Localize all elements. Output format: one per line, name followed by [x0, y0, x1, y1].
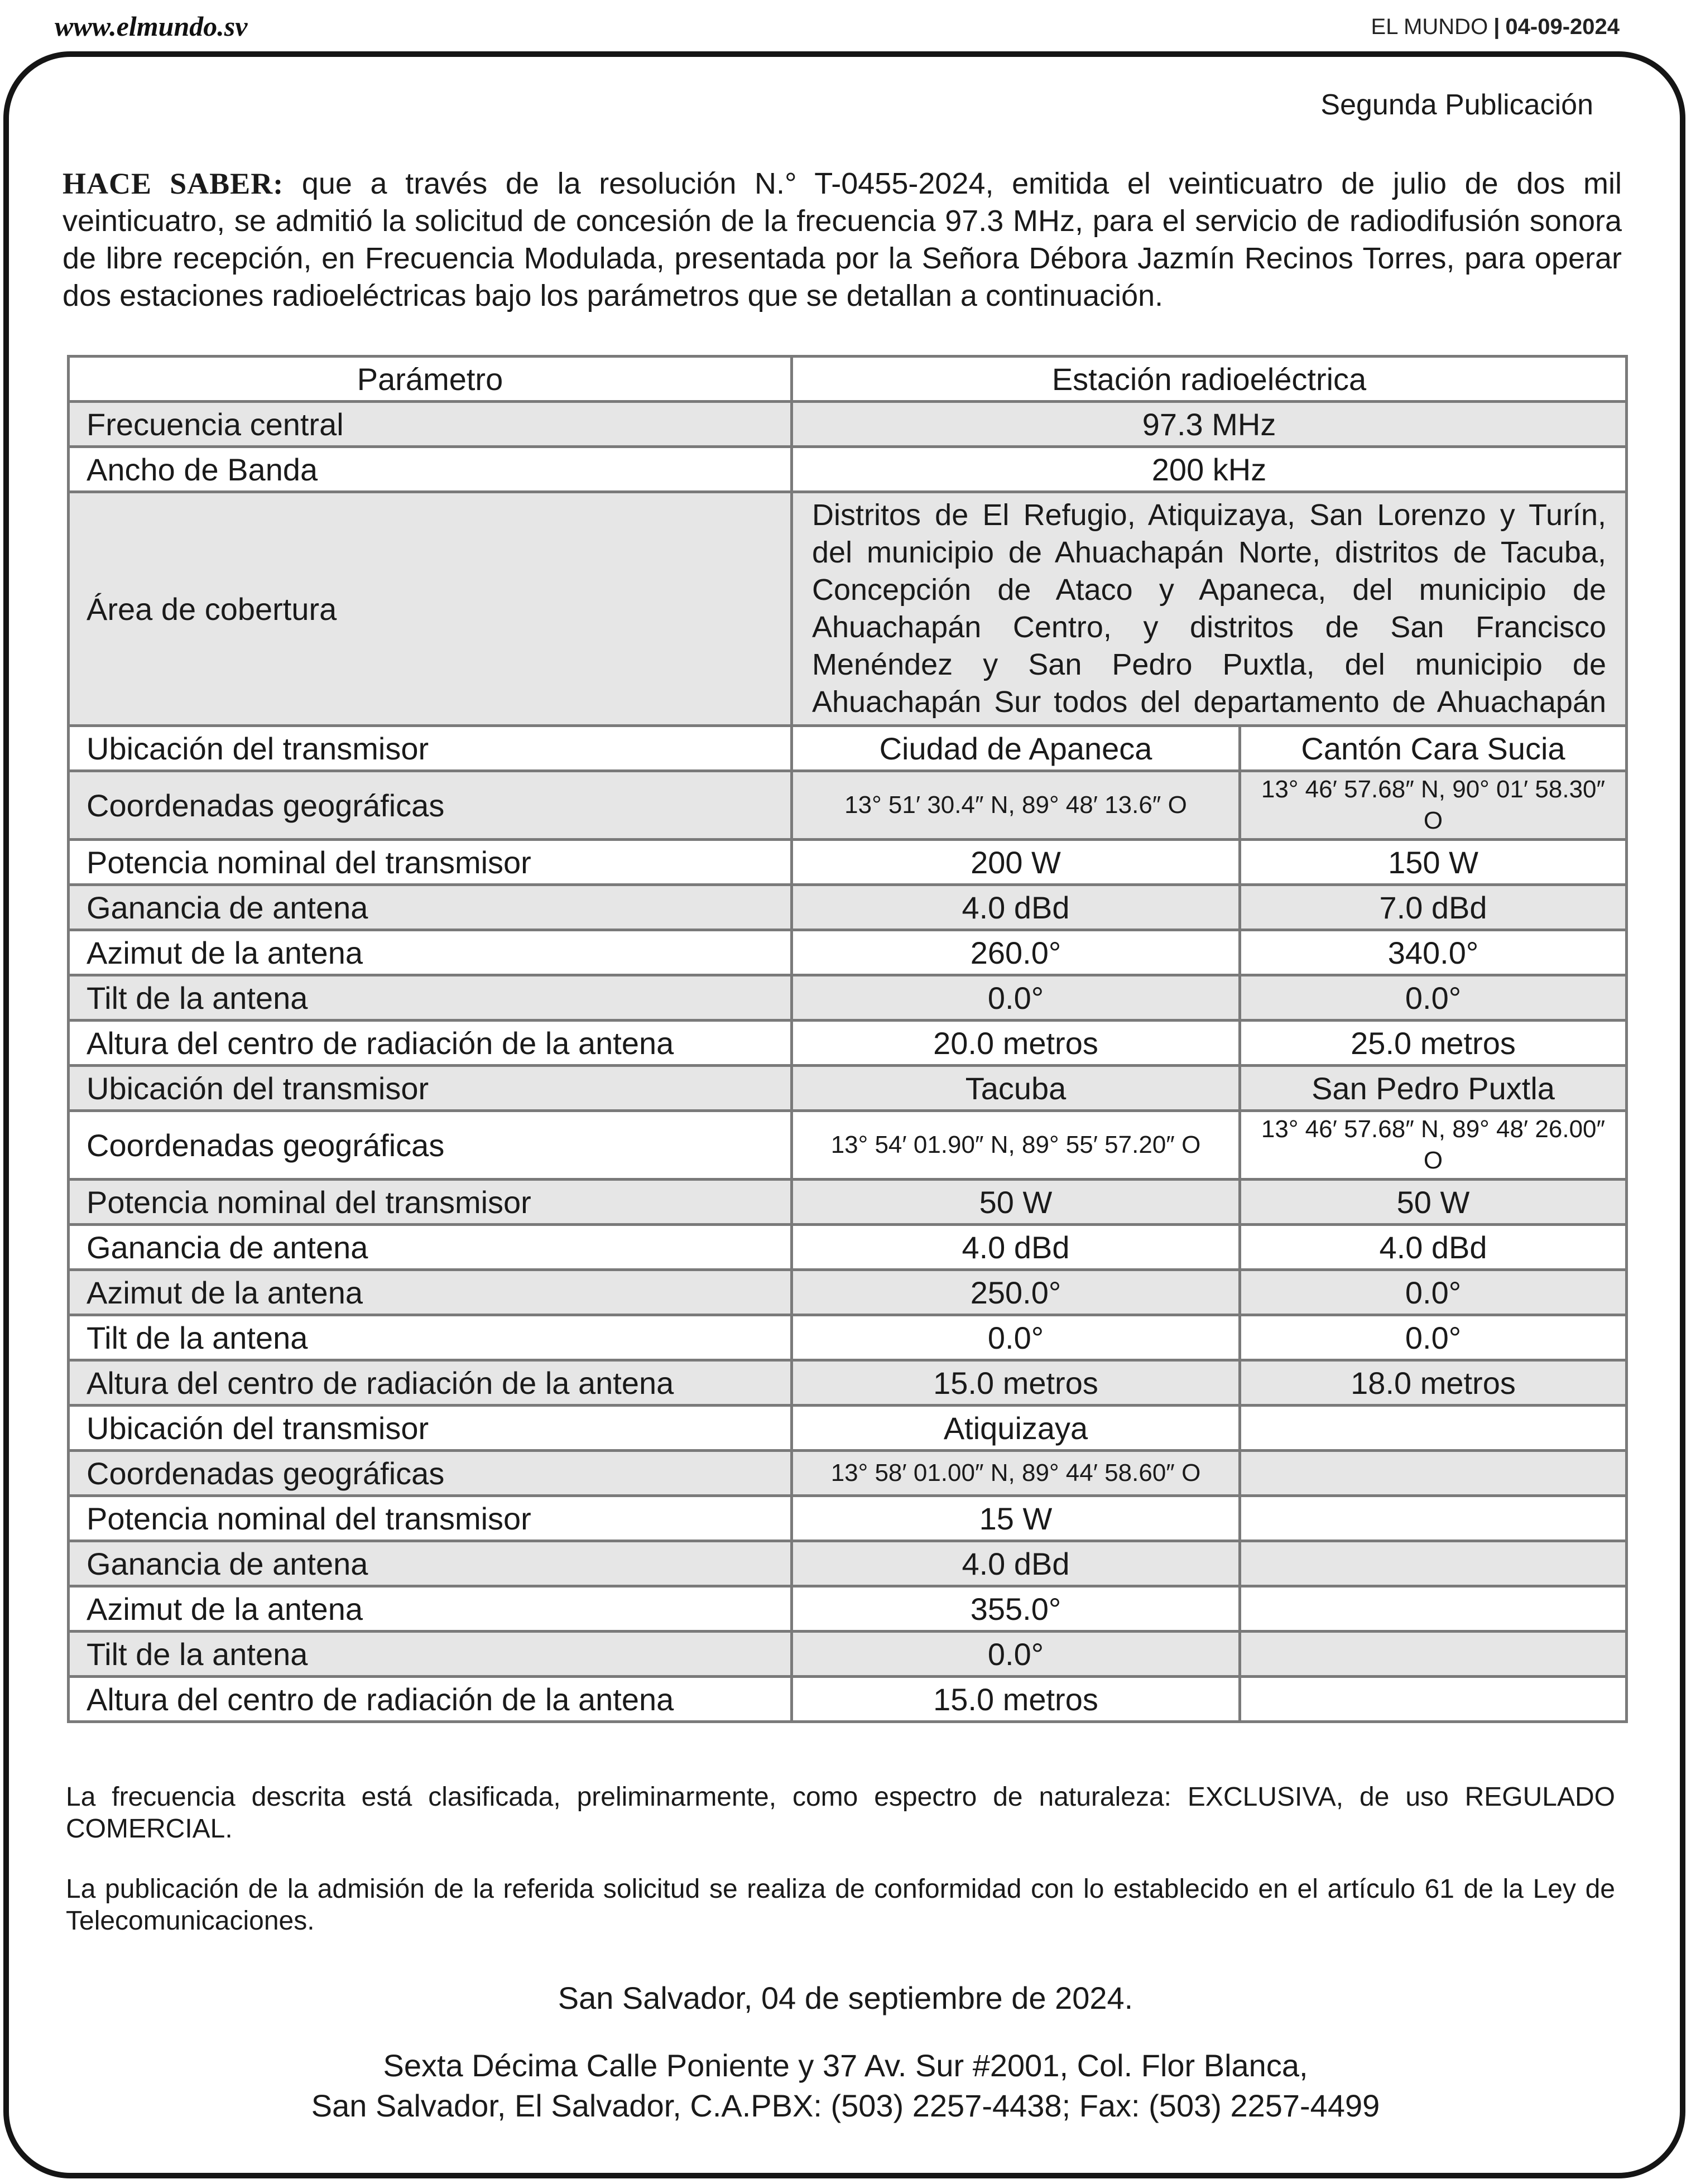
table-row [69, 771, 1627, 840]
table-row [69, 1451, 1627, 1496]
note-legal-basis: La publicación de la admisión de la referida solicitud se realiza de conformidad con lo establecido en el artículo 61 de la Ley de Telecomunicaciones. [66, 1874, 1615, 1936]
station-value-a: 50 W [792, 1180, 1240, 1225]
intro-paragraph [63, 165, 1622, 315]
param-label: Potencia nominal del transmisor [69, 1496, 792, 1541]
station-value-a: 4.0 dBd [792, 885, 1240, 930]
coverage-area-value: Distritos de El Refugio, Atiquizaya, San Lorenzo y Turín, del municipio de Ahuachapán Norte, distritos de Tacuba, Concepción de Ataco y Apaneca, del municipio de Ahuachapán Centro, y distritos de San Francisco Menéndez y San Pedro Puxtla, del municipio de Ahuachapán Sur todos del departamento de Ahuachapán [792, 492, 1627, 726]
station-value-b: 150 W [1240, 840, 1627, 885]
table-row [69, 492, 1627, 726]
station-value-a: 0.0° [792, 975, 1240, 1021]
param-label: Azimut de la antena [69, 1270, 792, 1315]
issue-date: 04-09-2024 [1505, 15, 1620, 39]
param-label: Azimut de la antena [69, 930, 792, 975]
table-row [69, 1360, 1627, 1406]
station-value-a: Tacuba [792, 1066, 1240, 1111]
table-row [69, 840, 1627, 885]
publication-tag: Segunda Publicación [1320, 89, 1593, 121]
param-label: Coordenadas geográficas [69, 771, 792, 840]
station-value-a: 355.0° [792, 1586, 1240, 1632]
table-header-row [69, 357, 1627, 402]
parameters-table [67, 355, 1628, 1723]
table-row [69, 726, 1627, 771]
station-value-b: 25.0 metros [1240, 1021, 1627, 1066]
station-value-b: 18.0 metros [1240, 1360, 1627, 1406]
table-row [69, 402, 1627, 447]
table-row [69, 1111, 1627, 1180]
param-label: Ganancia de antena [69, 885, 792, 930]
param-label: Altura del centro de radiación de la antena [69, 1677, 792, 1722]
station-value-a: Ciudad de Apaneca [792, 726, 1240, 771]
table-row [69, 885, 1627, 930]
station-value-b: 7.0 dBd [1240, 885, 1627, 930]
station-value-a: 13° 51′ 30.4″ N, 89° 48′ 13.6″ O [792, 771, 1240, 840]
param-label: Tilt de la antena [69, 975, 792, 1021]
table-row [69, 1021, 1627, 1066]
param-label: Altura del centro de radiación de la antena [69, 1021, 792, 1066]
station-value-b: 13° 46′ 57.68″ N, 90° 01′ 58.30″ O [1240, 771, 1627, 840]
station-value-a: 4.0 dBd [792, 1225, 1240, 1270]
issue-separator: | [1493, 15, 1500, 39]
station-value-a: 260.0° [792, 930, 1240, 975]
param-label: Ubicación del transmisor [69, 1066, 792, 1111]
table-row [69, 1541, 1627, 1586]
header-station: Estación radioeléctrica [792, 357, 1627, 402]
station-value-b: 0.0° [1240, 1270, 1627, 1315]
table-row [69, 975, 1627, 1021]
address-block [0, 2046, 1691, 2126]
param-label: Ubicación del transmisor [69, 726, 792, 771]
station-value-a: 15 W [792, 1496, 1240, 1541]
param-label: Potencia nominal del transmisor [69, 1180, 792, 1225]
table-row [69, 1225, 1627, 1270]
param-label: Ancho de Banda [69, 447, 792, 492]
table-row [69, 447, 1627, 492]
station-value-b: 50 W [1240, 1180, 1627, 1225]
station-value-b: San Pedro Puxtla [1240, 1066, 1627, 1111]
table-row [69, 1270, 1627, 1315]
param-label: Frecuencia central [69, 402, 792, 447]
station-value-a: 250.0° [792, 1270, 1240, 1315]
table-row [69, 1586, 1627, 1632]
station-value-b: Cantón Cara Sucia [1240, 726, 1627, 771]
param-label: Potencia nominal del transmisor [69, 840, 792, 885]
table-row [69, 1632, 1627, 1677]
table-row [69, 1677, 1627, 1722]
table-row [69, 930, 1627, 975]
station-value-a: 15.0 metros [792, 1677, 1240, 1722]
station-value-b [1240, 1677, 1627, 1722]
station-value-a: 0.0° [792, 1315, 1240, 1360]
station-value-a: 4.0 dBd [792, 1541, 1240, 1586]
issue-info [1371, 15, 1620, 40]
param-label: Ubicación del transmisor [69, 1406, 792, 1451]
station-value-b [1240, 1632, 1627, 1677]
station-value-a: 13° 58′ 01.00″ N, 89° 44′ 58.60″ O [792, 1451, 1240, 1496]
address-line-2: San Salvador, El Salvador, C.A.PBX: (503) 2257-4438; Fax: (503) 2257-4499 [311, 2088, 1380, 2123]
station-value-a: 13° 54′ 01.90″ N, 89° 55′ 57.20″ O [792, 1111, 1240, 1180]
param-label: Coordenadas geográficas [69, 1111, 792, 1180]
header-parameter: Parámetro [69, 357, 792, 402]
table-row [69, 1180, 1627, 1225]
intro-lead: HACE SABER: [63, 167, 284, 200]
station-value-b: 340.0° [1240, 930, 1627, 975]
station-value-b: 4.0 dBd [1240, 1225, 1627, 1270]
site-url: www.elmundo.sv [55, 11, 248, 42]
station-value-b: 0.0° [1240, 1315, 1627, 1360]
param-label: Área de cobertura [69, 492, 792, 726]
place-date: San Salvador, 04 de septiembre de 2024. [558, 1980, 1133, 2015]
table-row [69, 1315, 1627, 1360]
station-value-b [1240, 1406, 1627, 1451]
paper-name: EL MUNDO [1371, 15, 1488, 39]
table-row [69, 1066, 1627, 1111]
station-value-a: 200 W [792, 840, 1240, 885]
param-value: 200 kHz [792, 447, 1627, 492]
param-label: Coordenadas geográficas [69, 1451, 792, 1496]
station-value-b [1240, 1586, 1627, 1632]
table-row [69, 1406, 1627, 1451]
param-label: Tilt de la antena [69, 1315, 792, 1360]
station-value-a: 15.0 metros [792, 1360, 1240, 1406]
param-label: Azimut de la antena [69, 1586, 792, 1632]
note-classification: La frecuencia descrita está clasificada, preliminarmente, como espectro de naturaleza: EXCLUSIVA, de uso REGULADO COMERCIAL. [66, 1782, 1615, 1844]
station-value-b: 13° 46′ 57.68″ N, 89° 48′ 26.00″ O [1240, 1111, 1627, 1180]
param-label: Altura del centro de radiación de la antena [69, 1360, 792, 1406]
table-row [69, 1496, 1627, 1541]
station-value-a: 0.0° [792, 1632, 1240, 1677]
param-value: 97.3 MHz [792, 402, 1627, 447]
station-value-b [1240, 1451, 1627, 1496]
intro-text: que a través de la resolución N.° T-0455-2024, emitida el veinticuatro de julio de dos mil veinticuatro, se admitió la solicitud de concesión de la frecuencia 97.3 MHz, para el servicio de radiodifusión sonora de libre recepción, en Frecuencia Modulada, presentada por la Señora Débora Jazmín Recinos Torres, para operar dos estaciones radioeléctricas bajo los parámetros que se detallan a continuación. [63, 167, 1622, 312]
param-label: Ganancia de antena [69, 1541, 792, 1586]
station-value-b [1240, 1496, 1627, 1541]
station-value-a: Atiquizaya [792, 1406, 1240, 1451]
param-label: Ganancia de antena [69, 1225, 792, 1270]
station-value-b: 0.0° [1240, 975, 1627, 1021]
address-line-1: Sexta Décima Calle Poniente y 37 Av. Sur #2001, Col. Flor Blanca, [383, 2048, 1308, 2083]
station-value-a: 20.0 metros [792, 1021, 1240, 1066]
station-value-b [1240, 1541, 1627, 1586]
param-label: Tilt de la antena [69, 1632, 792, 1677]
